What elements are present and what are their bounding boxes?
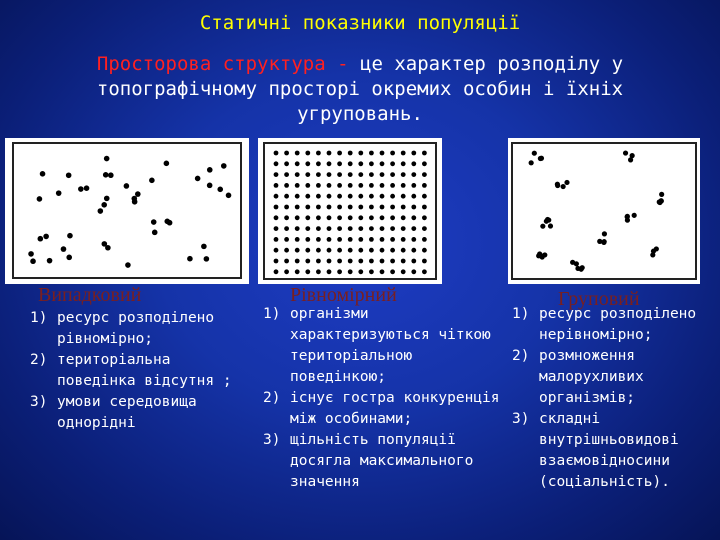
dot xyxy=(411,269,416,274)
type-label-random: Випадковий xyxy=(38,284,142,306)
dot xyxy=(348,215,353,220)
dot xyxy=(390,226,395,231)
dot xyxy=(358,215,363,220)
dot xyxy=(630,153,635,158)
dot xyxy=(380,226,385,231)
dot xyxy=(217,187,223,193)
dot xyxy=(295,248,300,253)
dot xyxy=(316,259,321,264)
dot xyxy=(284,151,289,156)
dot xyxy=(654,246,659,251)
dot xyxy=(411,226,416,231)
dot xyxy=(284,205,289,210)
dot xyxy=(401,226,406,231)
dot xyxy=(411,205,416,210)
dot xyxy=(390,172,395,177)
random-distribution-image xyxy=(5,138,249,284)
dot xyxy=(401,205,406,210)
dot xyxy=(295,215,300,220)
dot xyxy=(369,226,374,231)
dot xyxy=(187,256,193,262)
random-features-list xyxy=(30,308,245,434)
list-item: 1) ресурс розподілено рівномірно; xyxy=(30,310,215,347)
dot xyxy=(337,248,342,253)
dot xyxy=(411,215,416,220)
dot xyxy=(369,269,374,274)
dot xyxy=(28,251,34,257)
dot xyxy=(316,248,321,253)
dot xyxy=(61,246,67,252)
dot xyxy=(337,226,342,231)
dot xyxy=(327,161,332,166)
definition-term: Просторова структура - xyxy=(96,53,349,75)
dot xyxy=(411,183,416,188)
dot xyxy=(659,192,664,197)
dot xyxy=(43,234,49,240)
dot xyxy=(316,172,321,177)
clumped-dots-figure xyxy=(508,138,700,284)
dot xyxy=(101,202,107,208)
dot xyxy=(401,194,406,199)
dot xyxy=(540,224,545,229)
dot xyxy=(305,194,310,199)
dot xyxy=(40,171,46,177)
clumped-features-list xyxy=(512,304,712,493)
dot xyxy=(204,256,210,262)
dot xyxy=(348,259,353,264)
dot xyxy=(305,183,310,188)
list-item: 2) існує гостра конкуренція між особинами; xyxy=(263,390,500,427)
dot xyxy=(422,194,427,199)
dot xyxy=(103,172,109,178)
dot xyxy=(380,172,385,177)
dot xyxy=(284,226,289,231)
dot xyxy=(380,194,385,199)
dot xyxy=(327,151,332,156)
random-dots-figure xyxy=(5,138,249,284)
dot xyxy=(295,205,300,210)
dot xyxy=(348,161,353,166)
dot xyxy=(538,156,543,161)
dot xyxy=(337,269,342,274)
dot xyxy=(602,231,607,236)
dot xyxy=(422,215,427,220)
dot xyxy=(316,161,321,166)
dot xyxy=(327,237,332,242)
dot xyxy=(390,194,395,199)
dot xyxy=(135,191,141,197)
dot xyxy=(284,172,289,177)
dot xyxy=(284,259,289,264)
dot xyxy=(411,259,416,264)
dot xyxy=(98,208,104,214)
dot xyxy=(337,194,342,199)
dot xyxy=(369,183,374,188)
dot xyxy=(316,226,321,231)
dot xyxy=(422,161,427,166)
dot xyxy=(207,167,213,173)
dot xyxy=(390,237,395,242)
definition-body: це характер розподілу у топографічному просторі окремих особин і їхніх угруповань. xyxy=(96,53,624,125)
dot xyxy=(348,248,353,253)
dot xyxy=(337,237,342,242)
dot xyxy=(348,269,353,274)
dot xyxy=(274,259,279,264)
dot xyxy=(201,244,207,250)
dot xyxy=(422,183,427,188)
dot xyxy=(601,240,606,245)
dot xyxy=(284,215,289,220)
dot xyxy=(390,151,395,156)
dot xyxy=(390,161,395,166)
dot xyxy=(66,172,72,178)
dot xyxy=(284,237,289,242)
dot xyxy=(124,183,130,189)
dot xyxy=(358,151,363,156)
dot xyxy=(337,183,342,188)
dot xyxy=(149,178,155,184)
dot xyxy=(284,269,289,274)
uniform-dots-figure xyxy=(258,138,442,284)
type-label-clumped: Груповий xyxy=(558,288,640,310)
dot xyxy=(305,161,310,166)
list-item: 3) щільність популяції досягла максимального значення xyxy=(263,432,474,490)
dot xyxy=(316,269,321,274)
dot xyxy=(659,198,664,203)
dot xyxy=(422,237,427,242)
dot xyxy=(369,172,374,177)
dot xyxy=(348,183,353,188)
uniform-features-list xyxy=(263,304,503,493)
dot xyxy=(108,172,114,178)
definition-text xyxy=(40,52,680,127)
dot xyxy=(295,183,300,188)
dot xyxy=(380,215,385,220)
dot xyxy=(295,259,300,264)
dot xyxy=(274,237,279,242)
dot xyxy=(67,233,73,239)
dot xyxy=(380,237,385,242)
dot xyxy=(401,172,406,177)
dot xyxy=(369,161,374,166)
dot xyxy=(358,248,363,253)
dot xyxy=(358,161,363,166)
dot xyxy=(422,259,427,264)
dot xyxy=(164,218,170,224)
dot xyxy=(632,213,637,218)
dot xyxy=(358,194,363,199)
dot xyxy=(369,194,374,199)
dot xyxy=(570,260,575,265)
dot xyxy=(274,161,279,166)
dot xyxy=(305,248,310,253)
dot xyxy=(411,161,416,166)
dot xyxy=(305,269,310,274)
dot xyxy=(650,252,655,257)
dot xyxy=(348,172,353,177)
dot xyxy=(316,183,321,188)
dot xyxy=(401,183,406,188)
dot xyxy=(125,262,131,268)
dot xyxy=(316,215,321,220)
dot xyxy=(422,248,427,253)
dot xyxy=(305,237,310,242)
dot xyxy=(327,194,332,199)
dot xyxy=(305,215,310,220)
dot xyxy=(401,161,406,166)
dot xyxy=(422,151,427,156)
dot xyxy=(221,163,227,169)
dot xyxy=(274,269,279,274)
dot xyxy=(390,183,395,188)
dot xyxy=(358,183,363,188)
dot xyxy=(422,269,427,274)
dot xyxy=(295,161,300,166)
dot xyxy=(316,151,321,156)
dot xyxy=(337,205,342,210)
dot xyxy=(327,205,332,210)
dot xyxy=(84,185,90,191)
dot xyxy=(380,248,385,253)
dot xyxy=(390,215,395,220)
dot xyxy=(207,183,213,189)
dot xyxy=(327,183,332,188)
dot xyxy=(369,248,374,253)
list-item: 2) територіальна поведінка відсутня ; xyxy=(30,352,232,389)
dot xyxy=(105,245,111,251)
dot xyxy=(532,151,537,156)
dot xyxy=(401,151,406,156)
clumped-distribution-image xyxy=(508,138,700,284)
dot xyxy=(390,259,395,264)
dot xyxy=(564,180,569,185)
dot xyxy=(274,183,279,188)
dot xyxy=(274,226,279,231)
slide-title: Статичні показники популяції xyxy=(199,12,521,34)
dot xyxy=(548,223,553,228)
dot xyxy=(411,151,416,156)
dot xyxy=(369,215,374,220)
list-item: 1) організми характеризуються чіткою територіальною поведінкою; xyxy=(263,306,491,385)
dot xyxy=(380,151,385,156)
dot xyxy=(411,248,416,253)
dot xyxy=(316,205,321,210)
type-label-uniform: Рівномірний xyxy=(290,284,397,306)
dot xyxy=(295,172,300,177)
dot xyxy=(152,230,158,236)
dot xyxy=(104,156,110,162)
dot xyxy=(337,151,342,156)
dot xyxy=(380,161,385,166)
dot xyxy=(151,219,157,225)
dot xyxy=(380,259,385,264)
dot xyxy=(358,226,363,231)
list-item: 1) ресурс розподілено нерівномірно; xyxy=(512,306,697,343)
dot xyxy=(579,267,584,272)
dot xyxy=(625,214,630,219)
dot xyxy=(305,151,310,156)
dot xyxy=(295,237,300,242)
dot xyxy=(305,205,310,210)
dot xyxy=(358,172,363,177)
dot xyxy=(358,205,363,210)
dot xyxy=(358,269,363,274)
dot xyxy=(337,215,342,220)
dot xyxy=(295,194,300,199)
uniform-distribution-image xyxy=(258,138,442,284)
dot xyxy=(380,269,385,274)
dot xyxy=(305,172,310,177)
dot xyxy=(401,248,406,253)
dot xyxy=(284,183,289,188)
dot xyxy=(66,255,72,261)
dot xyxy=(274,248,279,253)
dot xyxy=(274,215,279,220)
list-item: 3) складні внутрішньовидові взаємовідносини (соціальність). xyxy=(512,411,679,490)
dot xyxy=(348,226,353,231)
dot xyxy=(422,226,427,231)
dot xyxy=(104,196,110,202)
dot xyxy=(348,194,353,199)
dot xyxy=(56,190,62,196)
dot xyxy=(411,237,416,242)
dot xyxy=(390,269,395,274)
dot xyxy=(305,226,310,231)
dot xyxy=(284,248,289,253)
dot xyxy=(327,172,332,177)
dot xyxy=(37,196,43,202)
dot xyxy=(295,269,300,274)
dot xyxy=(369,151,374,156)
dot xyxy=(540,254,545,259)
dot xyxy=(47,258,53,264)
dot xyxy=(284,194,289,199)
dot xyxy=(337,259,342,264)
dot xyxy=(555,182,560,187)
dot xyxy=(390,248,395,253)
list-item: 3) умови середовища однорідні xyxy=(30,394,197,431)
dot xyxy=(295,226,300,231)
dot xyxy=(380,205,385,210)
dot xyxy=(78,186,84,192)
dot xyxy=(401,269,406,274)
dot xyxy=(284,161,289,166)
dot xyxy=(390,205,395,210)
dot xyxy=(226,192,232,198)
dot xyxy=(348,205,353,210)
dot xyxy=(274,205,279,210)
dot xyxy=(401,237,406,242)
dot xyxy=(164,161,170,167)
dot xyxy=(348,237,353,242)
dot xyxy=(337,161,342,166)
dot xyxy=(369,259,374,264)
dot xyxy=(327,269,332,274)
dot xyxy=(561,184,566,189)
dot xyxy=(295,151,300,156)
dot xyxy=(422,172,427,177)
dot xyxy=(337,172,342,177)
dot xyxy=(274,194,279,199)
dot xyxy=(316,237,321,242)
dot xyxy=(305,259,310,264)
dot xyxy=(358,237,363,242)
dot xyxy=(380,183,385,188)
dot xyxy=(401,259,406,264)
dot xyxy=(327,248,332,253)
dot xyxy=(327,226,332,231)
dot xyxy=(30,258,36,264)
dot xyxy=(544,219,549,224)
dot xyxy=(274,151,279,156)
dot xyxy=(369,205,374,210)
dot xyxy=(411,172,416,177)
dot xyxy=(274,172,279,177)
dot xyxy=(132,199,138,205)
dot xyxy=(623,150,628,155)
dot xyxy=(327,259,332,264)
dot xyxy=(369,237,374,242)
dot xyxy=(401,215,406,220)
dot xyxy=(327,215,332,220)
dot xyxy=(195,176,201,182)
dot xyxy=(529,160,534,165)
dot xyxy=(358,259,363,264)
dot xyxy=(411,194,416,199)
dot xyxy=(348,151,353,156)
list-item: 2) розмноження малорухливих організмів; xyxy=(512,348,644,406)
dot xyxy=(422,205,427,210)
dot xyxy=(316,194,321,199)
dot xyxy=(38,236,44,242)
